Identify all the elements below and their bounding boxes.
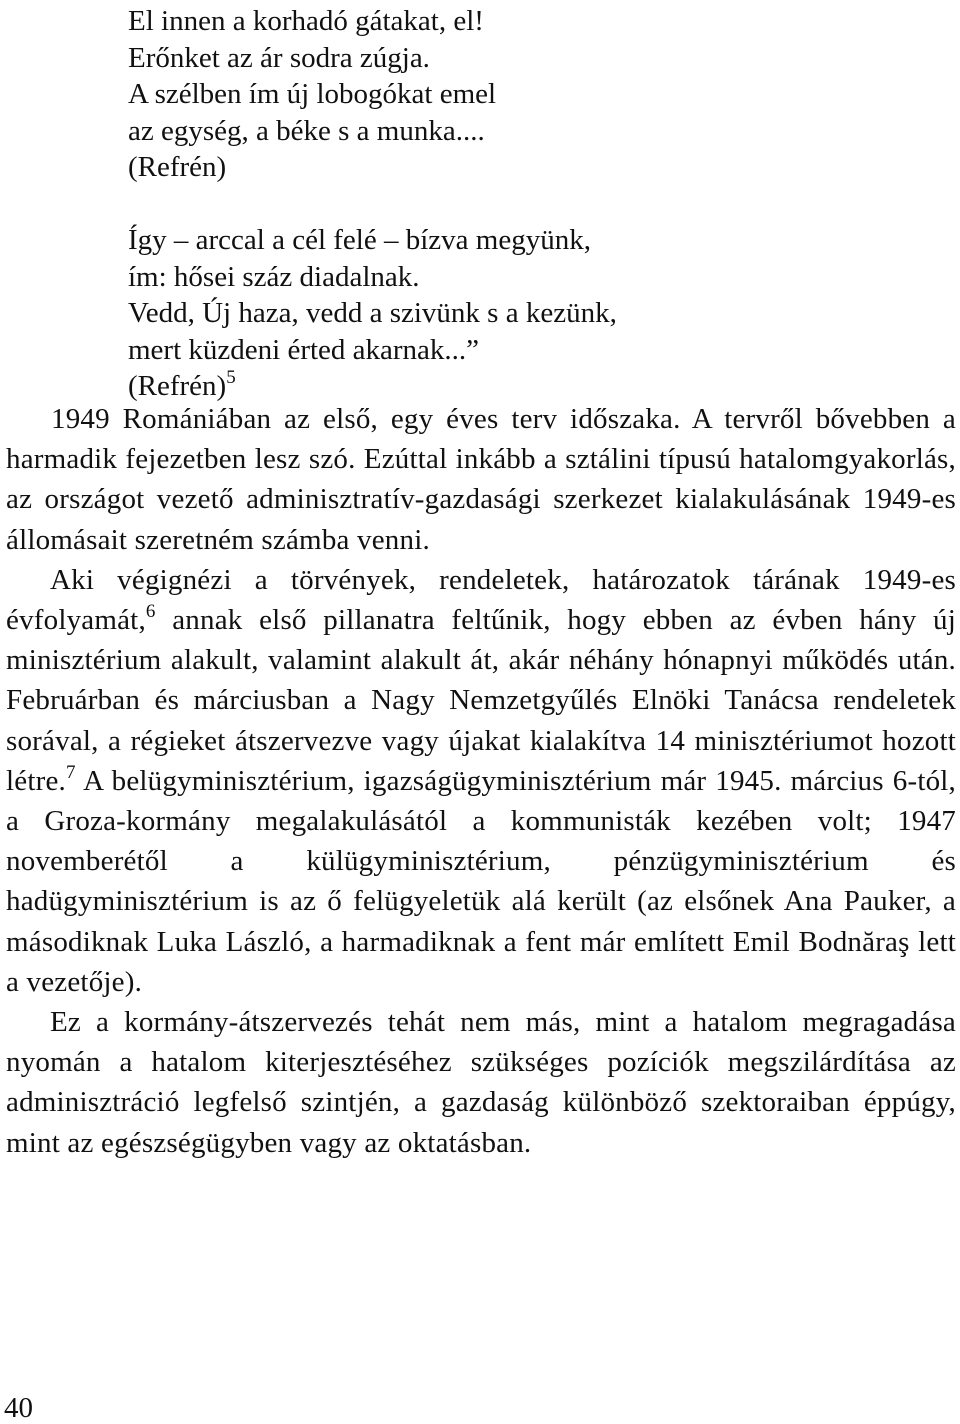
verse-line: Erőnket az ár sodra zúgja. (128, 41, 430, 74)
verse-line: az egység, a béke s a munka.... (128, 114, 485, 147)
verse-line: Így – arccal a cél felé – bízva megyünk, (128, 224, 591, 256)
paragraph-1: 1949 Romániában az első, egy éves terv időszaka. A tervről bővebben a harmadik fejezetben lesz szó. Ezúttal inkább a sztálini típusú hatalomgyakorlás, az országot vezető adminisztratív-gazdasági szerkezet kialakulásának 1949-es állomásait szeretném számba venni. (6, 403, 956, 556)
refrain-label: (Refrén) (128, 370, 227, 402)
verse-line: ím: hősei száz diadalnak. (128, 260, 420, 293)
stanza-gap (128, 186, 617, 223)
paragraph-2-part-c: A belügyminisztérium, igazságügyminisztérium már 1945. március 6-tól, a Groza-kormány megalakulásától a kommunisták kezében volt; 1947 novemberétől a külügyminisztérium, pénzügyminisztérium és hadügyminisztérium is az ő felügyeletük alá került (az elsőnek Ana Pauker, a másodiknak Luka László, a harmadiknak a fent már említett Emil Bodnăraş lett a vezetője). (6, 764, 956, 998)
verse-line: El innen a korhadó gátakat, el! (128, 5, 484, 37)
paragraph-3: Ez a kormány-átszervezés tehát nem más, mint a hatalom megragadása nyomán a hatalom kiterjesztéséhez szükséges pozíciók megszilárdítása az adminisztráció legfelső szintjén, a gazdaság különböző szektoraiban éppúgy, mint az egészségügyben vagy az oktatásban. (6, 1006, 956, 1159)
verse-line: A szélben ím új lobogókat emel (128, 78, 497, 110)
poem-verse (128, 3, 617, 405)
verse-line: mert küzdeni érted akarnak...” (128, 333, 480, 366)
paragraph-2-part-b: annak első pillanatra feltűnik, hogy ebben az évben hány új minisztérium alakult, valamint alakult át, akár néhány hónapnyi működés után. Februárban és márciusban a Nagy Nemzetgyűlés Elnöki Tanácsa rendeletek sorával, a régieket átszervezve vagy újakat kialakítva 14 minisztériumot hozott létre. (6, 604, 956, 797)
verse-line: Vedd, Új haza, vedd a szivünk s a kezünk, (128, 297, 617, 329)
footnote-ref-5[interactable]: 5 (226, 367, 236, 388)
footnote-ref-7[interactable]: 7 (65, 761, 76, 783)
verse-refrain: (Refrén) (128, 151, 227, 183)
paragraph-2-part-a: Aki végignézi a törvények, rendeletek, határozatok tárának 1949-es évfolyamát, (6, 563, 956, 637)
footnote-ref-6[interactable]: 6 (145, 601, 156, 623)
page-number: 40 (4, 1392, 33, 1424)
paragraph-2 (6, 560, 956, 1002)
body-text (6, 399, 956, 1163)
